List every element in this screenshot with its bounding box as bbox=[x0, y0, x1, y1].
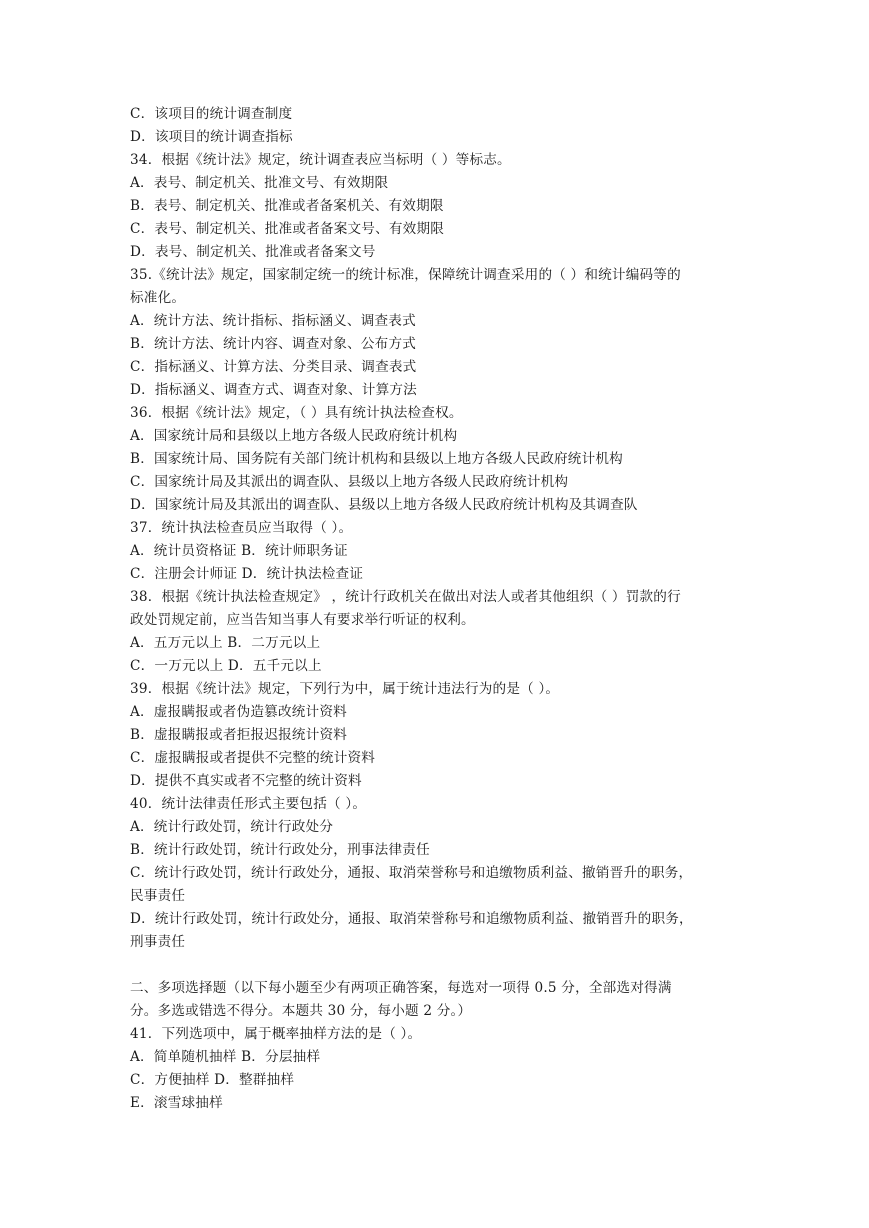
option-b: B．虚报瞒报或者拒报迟报统计资料 bbox=[130, 727, 348, 743]
question-35: 35.《统计法》规定，国家制定统一的统计标准，保障统计调查采用的（ ）和统计编码等的 bbox=[130, 267, 681, 283]
question-39: 39．根据《统计法》规定，下列行为中，属于统计违法行为的是（ ）。 bbox=[130, 681, 560, 697]
option-a: A．统计方法、统计指标、指标涵义、调查表式 bbox=[130, 313, 416, 329]
option-cd: C．注册会计师证 D．统计执法检查证 bbox=[130, 566, 364, 582]
option-c: C．指标涵义、计算方法、分类目录、调查表式 bbox=[130, 359, 417, 375]
section-heading-cont: 分。多选或错选不得分。本题共 30 分，每小题 2 分。） bbox=[130, 1003, 472, 1019]
text-line: D．该项目的统计调查指标 bbox=[130, 129, 293, 145]
option-b: B．国家统计局、国务院有关部门统计机构和县级以上地方各级人民政府统计机构 bbox=[130, 451, 623, 467]
document-page bbox=[130, 103, 750, 1115]
option-a: A．国家统计局和县级以上地方各级人民政府统计机构 bbox=[130, 428, 458, 444]
option-b: B．统计方法、统计内容、调查对象、公布方式 bbox=[130, 336, 417, 352]
option-ab: A．简单随机抽样 B．分层抽样 bbox=[130, 1049, 321, 1065]
option-c: C．虚报瞒报或者提供不完整的统计资料 bbox=[130, 750, 376, 766]
option-c: C．统计行政处罚，统计行政处分，通报、取消荣誉称号和追缴物质利益、撤销晋升的职务， bbox=[130, 865, 693, 881]
question-41: 41．下列选项中，属于概率抽样方法的是（ ）。 bbox=[130, 1026, 422, 1042]
option-a: A．统计行政处罚，统计行政处分 bbox=[130, 819, 334, 835]
option-e: E．滚雪球抽样 bbox=[130, 1095, 223, 1111]
question-37: 37．统计执法检查员应当取得（ ）。 bbox=[130, 520, 353, 536]
question-38: 38．根据《统计执法检查规定》 ，统计行政机关在做出对法人或者其他组织（ ）罚款的行 bbox=[130, 589, 681, 605]
question-36: 36．根据《统计法》规定，（ ）具有统计执法检查权。 bbox=[130, 405, 463, 421]
option-d: D．指标涵义、调查方式、调查对象、计算方法 bbox=[130, 382, 417, 398]
option-a: A．虚报瞒报或者伪造篡改统计资料 bbox=[130, 704, 347, 720]
option-c: C．表号、制定机关、批准或者备案文号、有效期限 bbox=[130, 221, 445, 237]
question-40: 40．统计法律责任形式主要包括（ ）。 bbox=[130, 796, 367, 812]
option-d: D．提供不真实或者不完整的统计资料 bbox=[130, 773, 362, 789]
blank-line bbox=[130, 954, 750, 977]
option-c-cont: 民事责任 bbox=[130, 888, 186, 904]
option-b: B．统计行政处罚，统计行政处分，刑事法律责任 bbox=[130, 842, 430, 858]
option-d-cont: 刑事责任 bbox=[130, 934, 186, 950]
option-ab: A．五万元以上 B．二万元以上 bbox=[130, 635, 321, 651]
text-line: C．该项目的统计调查制度 bbox=[130, 106, 293, 122]
option-a: A．表号、制定机关、批准文号、有效期限 bbox=[130, 175, 389, 191]
question-34: 34．根据《统计法》规定，统计调查表应当标明（ ）等标志。 bbox=[130, 152, 511, 168]
option-d: D．表号、制定机关、批准或者备案文号 bbox=[130, 244, 376, 260]
question-35-cont: 标准化。 bbox=[130, 290, 186, 306]
option-b: B．表号、制定机关、批准或者备案机关、有效期限 bbox=[130, 198, 444, 214]
option-c: C．国家统计局及其派出的调查队、县级以上地方各级人民政府统计机构 bbox=[130, 474, 569, 490]
option-cd: C．一万元以上 D．五千元以上 bbox=[130, 658, 322, 674]
option-cd: C．方便抽样 D．整群抽样 bbox=[130, 1072, 295, 1088]
option-d: D．国家统计局及其派出的调查队、县级以上地方各级人民政府统计机构及其调查队 bbox=[130, 497, 638, 513]
option-d: D．统计行政处罚，统计行政处分，通报、取消荣誉称号和追缴物质利益、撤销晋升的职务， bbox=[130, 911, 693, 927]
question-38-cont: 政处罚规定前，应当告知当事人有要求举行听证的权利。 bbox=[130, 612, 475, 628]
section-heading: 二、多项选择题（以下每小题至少有两项正确答案，每选对一项得 0.5 分，全部选对得满 bbox=[130, 980, 672, 996]
option-ab: A．统计员资格证 B．统计师职务证 bbox=[130, 543, 348, 559]
